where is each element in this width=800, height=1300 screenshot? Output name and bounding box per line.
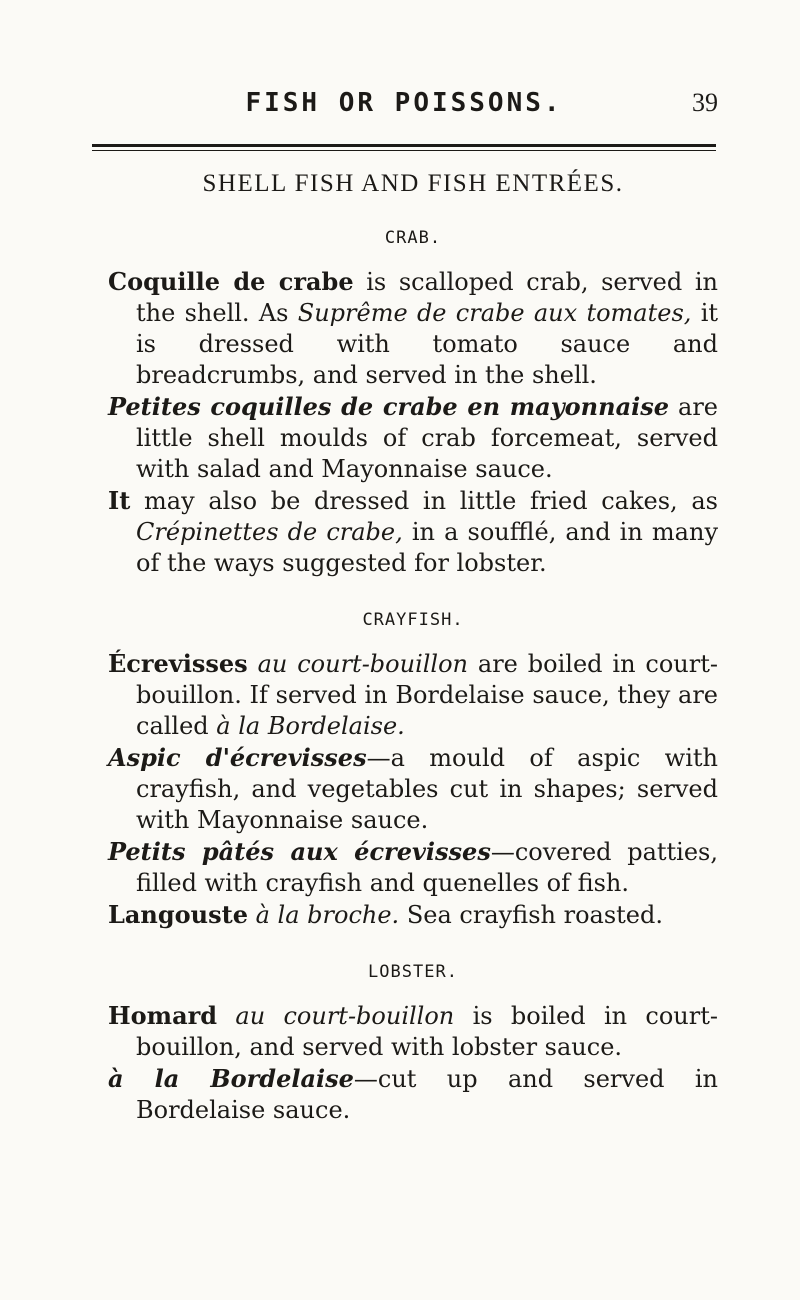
lobster-entry-homard — [108, 1000, 718, 1063]
entry-italic: Suprême de crabe aux tomates, — [297, 299, 692, 327]
entry-text: may also be dressed in little fried cakes, as — [130, 487, 718, 515]
section-title: SHELL FISH AND FISH ENTRÉES. — [202, 170, 624, 197]
crayfish-heading: CRAYFISH. — [362, 610, 464, 630]
header-rule-thin — [92, 150, 716, 151]
entry-text: Sea crayfish roasted. — [399, 901, 663, 929]
crab-heading: CRAB. — [384, 228, 442, 248]
crayfish-entry-langouste — [108, 899, 718, 931]
crab-entry-coquille — [108, 266, 719, 391]
crayfish-entry-ecrevisses — [108, 648, 718, 742]
entry-text: are boiled in court-bouillon. If served in Bordelaise sauce, they are called — [136, 650, 718, 740]
crayfish-entry-petits-pates — [108, 836, 718, 899]
entry-text: —cut up and served in Bordelaise sauce. — [136, 1065, 718, 1124]
entry-lead: Aspic d'écrevisses — [108, 743, 367, 772]
spacer — [108, 579, 718, 605]
lobster-heading: LOBSTER. — [368, 962, 458, 982]
entry-lead: Langouste — [108, 900, 248, 929]
entry-lead: à la Bordelaise — [108, 1064, 354, 1093]
running-title: FISH OR POISSONS. — [245, 88, 563, 118]
entry-text: it is dressed with tomato sauce and breadcrumbs, and served in the shell. — [136, 299, 719, 389]
entry-text: —a mould of aspic with crayfish, and vegetables cut in shapes; served with Mayonnaise sauce. — [136, 744, 718, 834]
entry-text: —covered patties, filled with crayfish and quenelles of fish. — [136, 838, 718, 897]
entry-italic: Crépinettes de crabe, — [136, 518, 403, 546]
running-head — [90, 88, 718, 128]
crab-entry-petites — [108, 391, 718, 485]
entry-italic: à la broche. — [247, 901, 400, 929]
header-rule-thick — [92, 144, 716, 147]
entry-text: is scalloped crab, served in the shell. As — [136, 268, 718, 327]
entry-lead: Coquille de crabe — [108, 267, 354, 296]
entry-italic: au court-bouillon — [217, 1002, 455, 1030]
page-number: 39 — [692, 88, 718, 117]
entry-lead: Petits pâtés aux écrevisses — [108, 837, 491, 866]
crayfish-entry-aspic — [108, 742, 718, 836]
entry-text: are little shell moulds of crab forcemeat, served with salad and Mayonnaise sauce. — [136, 393, 718, 483]
page-body — [108, 168, 718, 1126]
crab-entry-cakes — [108, 485, 718, 579]
entry-italic: à la Bordelaise. — [216, 712, 405, 740]
entry-lead: Homard — [108, 1001, 218, 1030]
entry-lead: Petites coquilles de crabe en mayonnaise — [108, 392, 670, 421]
entry-text: in a soufflé, and in many of the ways suggested for lobster. — [136, 518, 718, 577]
entry-text: is boiled in court-bouillon, and served with lobster sauce. — [136, 1002, 718, 1061]
lobster-entry-bordelaise — [108, 1063, 718, 1126]
spacer — [108, 931, 718, 957]
entry-lead: Écrevisses — [108, 649, 248, 678]
entry-italic: au court-bouillon — [247, 650, 469, 678]
entry-lead: It — [108, 486, 131, 515]
